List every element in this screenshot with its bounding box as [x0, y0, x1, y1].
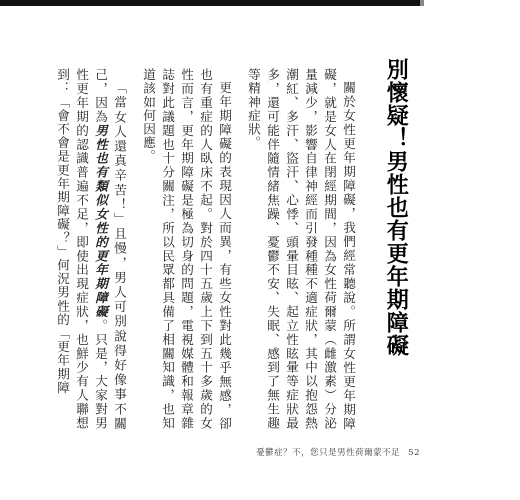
page-footer [256, 446, 420, 458]
paragraph-3-text-a: 「當女人還真辛苦！」且慢，男人可別說得好像事不關己，因為 [93, 68, 127, 430]
section-heading: 別懷疑！男性也有更年期障礙 [383, 58, 409, 357]
scan-shadow-end [420, 0, 424, 6]
running-title: 憂鬱症？不，您只是男性荷爾蒙不足 [256, 448, 401, 458]
page-number: 52 [408, 448, 420, 458]
paragraph-1-text: 關於女性更年期障礙，我們經常聽說。所謂女性更年期障礙，就是女人在閉經期間，因為女性荷爾蒙（雌激素）分泌量減少，影響自律神經而引發種種不適症狀，其中以抱怨熱潮紅、多汗、盜汗、心悸、頭暈目眩、起立性眩暈等症狀最多，還可能伴隨情緒焦躁、憂鬱不安、失眠、感到了無生趣等精神症狀。 [246, 68, 356, 430]
paragraph-2 [139, 68, 234, 430]
paragraph-3 [53, 68, 129, 430]
body-text [53, 68, 358, 430]
paragraph-3-text-b: 。只是，大家對男性更年期的認識普遍不足，即使出現症狀，也鮮少有人聯想到：「會不會是更年期障礙？」何況男性的「更年期障 [55, 68, 108, 430]
scan-shadow [0, 0, 420, 6]
emphasized-phrase: 男性也有類似女性的更年期障礙 [93, 123, 108, 319]
paragraph-1 [244, 68, 358, 430]
scan-edge [0, 0, 520, 6]
paragraph-2-text: 更年期障礙的表現因人而異，有些女性對此幾乎無感，卻也有重症的人臥床不起。對於四十五歲上下到五十多歲的女性而言，更年期障礙是極為切身的問題，電視媒體和報章雜誌對此議題也十分關注，所以民眾都具備了相關知識，也知道該如何因應。 [141, 68, 232, 430]
